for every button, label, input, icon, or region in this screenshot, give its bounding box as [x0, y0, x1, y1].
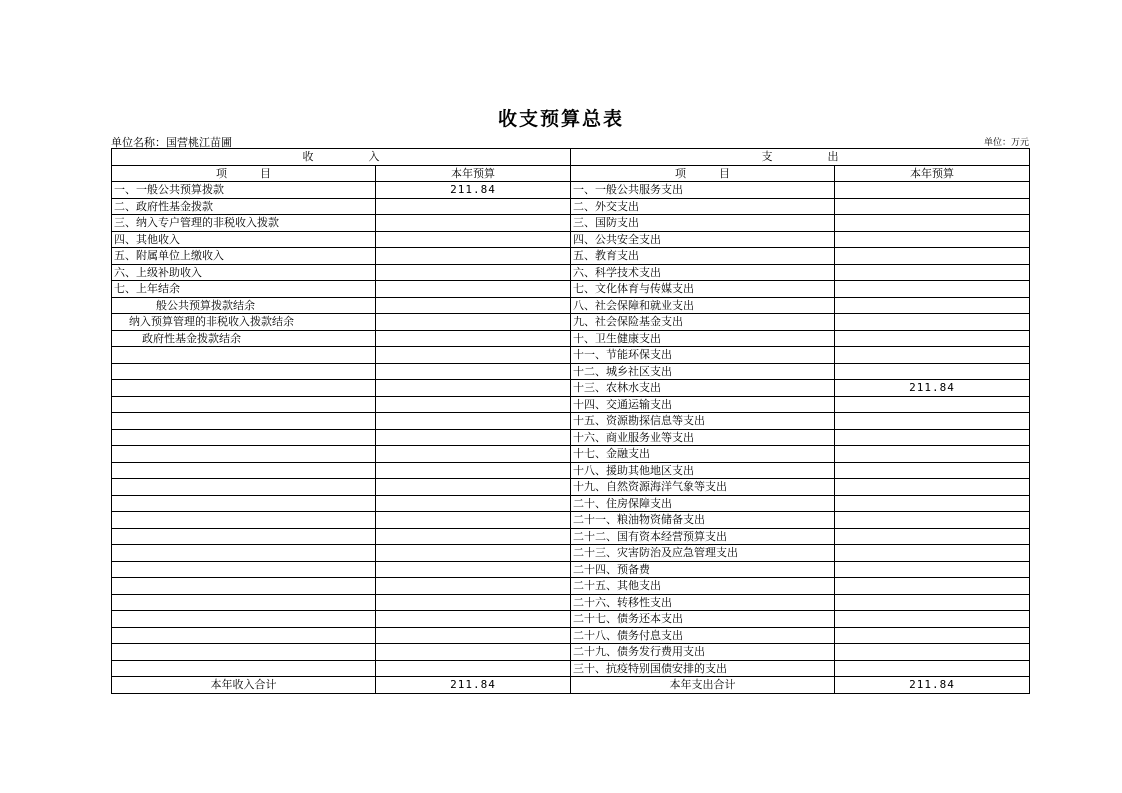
expense-item: 九、社会保险基金支出	[571, 314, 835, 331]
income-value	[376, 660, 571, 677]
income-value	[376, 495, 571, 512]
income-value	[376, 396, 571, 413]
income-item	[112, 380, 376, 397]
expense-item: 二十七、债务还本支出	[571, 611, 835, 628]
table-row	[112, 644, 1030, 661]
table-row	[112, 479, 1030, 496]
income-item	[112, 413, 376, 430]
income-budget-header: 本年预算	[376, 165, 571, 182]
expense-value	[835, 264, 1030, 281]
income-item	[112, 363, 376, 380]
income-value	[376, 429, 571, 446]
expense-item: 二十、住房保障支出	[571, 495, 835, 512]
expense-value	[835, 248, 1030, 265]
expense-item: 二十五、其他支出	[571, 578, 835, 595]
income-item	[112, 396, 376, 413]
unit-label: 单位：万元	[983, 138, 1029, 148]
expense-item: 二十二、国有资本经营预算支出	[571, 528, 835, 545]
income-value	[376, 215, 571, 232]
income-item	[112, 660, 376, 677]
expense-value	[835, 479, 1030, 496]
expense-item: 十一、节能环保支出	[571, 347, 835, 364]
income-value	[376, 363, 571, 380]
expense-item: 二、外交支出	[571, 198, 835, 215]
expense-value	[835, 561, 1030, 578]
income-value	[376, 446, 571, 463]
expense-value	[835, 644, 1030, 661]
table-row	[112, 512, 1030, 529]
expense-value	[835, 446, 1030, 463]
header-row-columns	[112, 165, 1030, 182]
income-item: 七、上年结余	[112, 281, 376, 298]
expense-item: 四、公共安全支出	[571, 231, 835, 248]
table-row	[112, 198, 1030, 215]
expense-item: 五、教育支出	[571, 248, 835, 265]
expense-value	[835, 611, 1030, 628]
income-value	[376, 380, 571, 397]
expense-value	[835, 281, 1030, 298]
expense-budget-header: 本年预算	[835, 165, 1030, 182]
table-row	[112, 248, 1030, 265]
table-row	[112, 545, 1030, 562]
expense-item: 十九、自然资源海洋气象等支出	[571, 479, 835, 496]
page-title: 收支预算总表	[497, 108, 624, 130]
income-value	[376, 198, 571, 215]
income-item	[112, 347, 376, 364]
expense-item: 二十一、粮油物资储备支出	[571, 512, 835, 529]
header-row-section	[112, 149, 1030, 166]
table-row	[112, 330, 1030, 347]
income-total-value: 211.84	[376, 677, 571, 694]
income-value	[376, 347, 571, 364]
table-row	[112, 578, 1030, 595]
expense-header: 支 出	[571, 149, 1030, 166]
table-row	[112, 363, 1030, 380]
income-header: 收 入	[112, 149, 571, 166]
table-meta	[111, 134, 1029, 148]
org-name: 单位名称：国营桃江苗圃	[111, 136, 232, 149]
table-row	[112, 396, 1030, 413]
expense-item-header: 项 目	[571, 165, 835, 182]
expense-total-value: 211.84	[835, 677, 1030, 694]
expense-total-label: 本年支出合计	[571, 677, 835, 694]
income-value	[376, 413, 571, 430]
expense-value	[835, 347, 1030, 364]
table-row	[112, 528, 1030, 545]
income-item: 纳入预算管理的非税收入拨款结余	[112, 314, 376, 331]
expense-value	[835, 660, 1030, 677]
expense-value	[835, 314, 1030, 331]
expense-item: 二十三、灾害防治及应急管理支出	[571, 545, 835, 562]
expense-value	[835, 495, 1030, 512]
table-row	[112, 347, 1030, 364]
income-value	[376, 561, 571, 578]
income-item	[112, 512, 376, 529]
income-item	[112, 528, 376, 545]
income-item	[112, 627, 376, 644]
expense-value	[835, 330, 1030, 347]
table-row	[112, 429, 1030, 446]
expense-item: 十二、城乡社区支出	[571, 363, 835, 380]
income-value	[376, 528, 571, 545]
expense-value: 211.84	[835, 380, 1030, 397]
expense-value	[835, 528, 1030, 545]
income-item	[112, 479, 376, 496]
table-row	[112, 297, 1030, 314]
expense-value	[835, 182, 1030, 199]
expense-item: 十、卫生健康支出	[571, 330, 835, 347]
expense-item: 二十八、债务付息支出	[571, 627, 835, 644]
income-item: 四、其他收入	[112, 231, 376, 248]
income-item	[112, 611, 376, 628]
expense-value	[835, 198, 1030, 215]
expense-item: 十七、金融支出	[571, 446, 835, 463]
income-item	[112, 429, 376, 446]
income-value	[376, 264, 571, 281]
expense-item: 一、一般公共服务支出	[571, 182, 835, 199]
income-item	[112, 561, 376, 578]
totals-row	[112, 677, 1030, 694]
expense-value	[835, 627, 1030, 644]
income-item-header: 项 目	[112, 165, 376, 182]
income-value	[376, 611, 571, 628]
table-row	[112, 660, 1030, 677]
income-total-label: 本年收入合计	[112, 677, 376, 694]
table-row	[112, 627, 1030, 644]
income-value	[376, 314, 571, 331]
income-item: 二、政府性基金拨款	[112, 198, 376, 215]
income-value	[376, 248, 571, 265]
expense-item: 八、社会保障和就业支出	[571, 297, 835, 314]
expense-value	[835, 413, 1030, 430]
expense-value	[835, 512, 1030, 529]
income-value	[376, 578, 571, 595]
expense-value	[835, 363, 1030, 380]
table-row	[112, 413, 1030, 430]
table-row	[112, 611, 1030, 628]
expense-value	[835, 429, 1030, 446]
expense-value	[835, 396, 1030, 413]
income-item	[112, 462, 376, 479]
income-item	[112, 594, 376, 611]
expense-value	[835, 594, 1030, 611]
table-row	[112, 231, 1030, 248]
income-item	[112, 495, 376, 512]
expense-item: 十六、商业服务业等支出	[571, 429, 835, 446]
income-item	[112, 446, 376, 463]
income-value	[376, 281, 571, 298]
income-value	[376, 512, 571, 529]
table-row	[112, 215, 1030, 232]
expense-value	[835, 297, 1030, 314]
income-item: 般公共预算拨款结余	[112, 297, 376, 314]
income-value	[376, 462, 571, 479]
expense-item: 十四、交通运输支出	[571, 396, 835, 413]
income-item: 六、上级补助收入	[112, 264, 376, 281]
expense-value	[835, 545, 1030, 562]
expense-item: 三、国防支出	[571, 215, 835, 232]
expense-item: 三十、抗疫特别国债安排的支出	[571, 660, 835, 677]
income-value	[376, 545, 571, 562]
income-item	[112, 545, 376, 562]
table-row	[112, 281, 1030, 298]
expense-item: 十三、农林水支出	[571, 380, 835, 397]
income-item	[112, 578, 376, 595]
income-item: 五、附属单位上缴收入	[112, 248, 376, 265]
expense-item: 二十九、债务发行费用支出	[571, 644, 835, 661]
income-value	[376, 594, 571, 611]
table-row	[112, 182, 1030, 199]
income-value	[376, 644, 571, 661]
table-row	[112, 594, 1030, 611]
expense-item: 二十四、预备费	[571, 561, 835, 578]
income-item: 三、纳入专户管理的非税收入拨款	[112, 215, 376, 232]
table-row	[112, 446, 1030, 463]
income-item: 一、一般公共预算拨款	[112, 182, 376, 199]
expense-value	[835, 215, 1030, 232]
table-row	[112, 462, 1030, 479]
income-value	[376, 479, 571, 496]
expense-item: 二十六、转移性支出	[571, 594, 835, 611]
budget-summary-table	[111, 148, 1030, 694]
income-value: 211.84	[376, 182, 571, 199]
income-value	[376, 627, 571, 644]
income-item: 政府性基金拨款结余	[112, 330, 376, 347]
income-value	[376, 231, 571, 248]
income-value	[376, 297, 571, 314]
expense-item: 七、文化体育与传媒支出	[571, 281, 835, 298]
table-row	[112, 314, 1030, 331]
income-item	[112, 644, 376, 661]
table-row	[112, 380, 1030, 397]
expense-item: 十八、援助其他地区支出	[571, 462, 835, 479]
table-row	[112, 264, 1030, 281]
table-row	[112, 495, 1030, 512]
table-row	[112, 561, 1030, 578]
expense-value	[835, 462, 1030, 479]
expense-value	[835, 578, 1030, 595]
expense-item: 六、科学技术支出	[571, 264, 835, 281]
income-value	[376, 330, 571, 347]
expense-item: 十五、资源勘探信息等支出	[571, 413, 835, 430]
expense-value	[835, 231, 1030, 248]
